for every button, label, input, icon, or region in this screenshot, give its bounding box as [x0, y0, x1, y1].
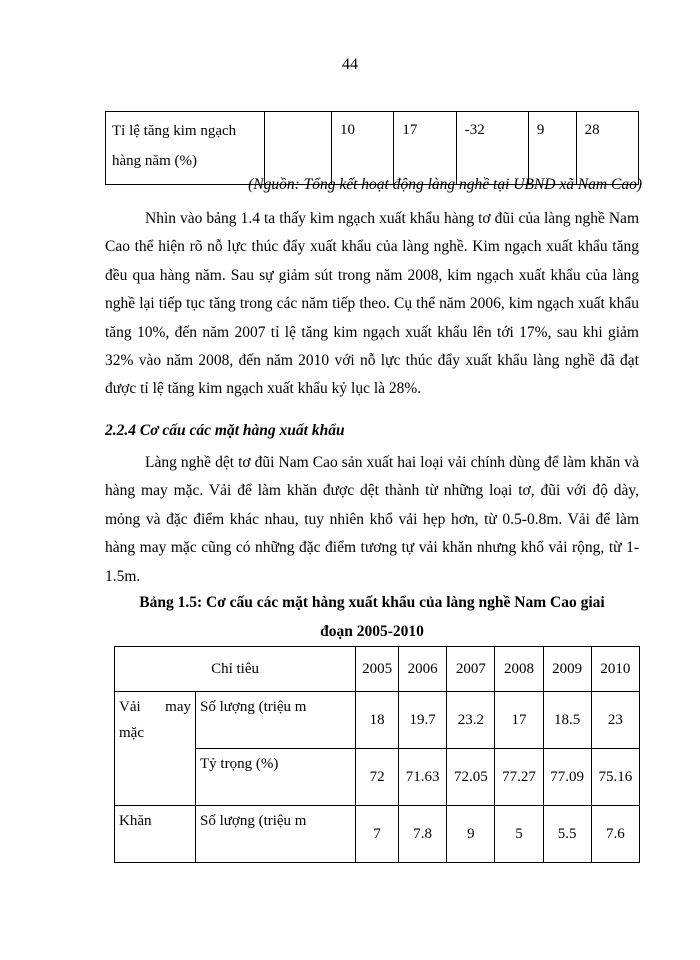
table-row	[115, 692, 640, 749]
section-heading: 2.2.4 Cơ cấu các mặt hàng xuất khẩu	[105, 422, 345, 439]
value-cell: 7.8	[399, 806, 447, 863]
caption-line-1: Bảng 1.5: Cơ cấu các mặt hàng xuất khẩu của làng nghề Nam Cao giai	[139, 594, 605, 611]
value-cell: 5	[495, 806, 543, 863]
page-number: 44	[342, 56, 358, 73]
table-header-row	[115, 647, 640, 692]
year-header: 2009	[543, 647, 591, 692]
year-header: 2007	[447, 647, 495, 692]
value-cell: 23	[591, 692, 639, 749]
group-label: Vải may mặc	[115, 692, 196, 806]
value-cell: 19.7	[399, 692, 447, 749]
value-cell: 23.2	[447, 692, 495, 749]
row-label: Tỉ lệ tăng kim ngạch hàng năm (%)	[106, 112, 265, 185]
caption-line-2: đoạn 2005-2010	[320, 623, 424, 640]
value-cell: 77.27	[495, 749, 543, 806]
value-cell: 18.5	[543, 692, 591, 749]
table-row	[106, 112, 639, 185]
row-label: Tỷ trọng (%)	[196, 749, 356, 806]
value-cell: 17	[394, 112, 456, 185]
value-cell: 9	[528, 112, 576, 185]
year-header: 2008	[495, 647, 543, 692]
value-cell: 77.09	[543, 749, 591, 806]
row-label: Số lượng (triệu m	[196, 692, 356, 749]
source-note: (Nguồn: Tổng kết hoạt động làng nghề tại UBND xã Nam Cao)	[248, 176, 642, 193]
value-cell: 28	[576, 112, 638, 185]
growth-rate-table	[105, 111, 639, 185]
value-cell: 5.5	[543, 806, 591, 863]
header-label: Chỉ tiêu	[115, 647, 356, 692]
value-cell: 9	[447, 806, 495, 863]
value-cell: 75.16	[591, 749, 639, 806]
value-cell: 10	[332, 112, 394, 185]
value-cell: 18	[356, 692, 399, 749]
year-header: 2010	[591, 647, 639, 692]
empty-cell	[265, 112, 332, 185]
row-label: Số lượng (triệu m	[196, 806, 356, 863]
year-header: 2006	[399, 647, 447, 692]
value-cell: 72.05	[447, 749, 495, 806]
export-structure-table	[114, 646, 640, 863]
value-cell: 7.6	[591, 806, 639, 863]
table-caption	[105, 588, 639, 646]
paragraph-analysis: Nhìn vào bảng 1.4 ta thấy kim ngạch xuất khẩu hàng tơ đũi của làng nghề Nam Cao thể hiện rõ nỗ lực thúc đẩy xuất khẩu của làng nghề. Kim ngạch xuất khẩu tăng đều qua hàng năm. Sau sự giảm sút trong năm 2008, kim ngạch xuất khẩu của làng nghề lại tiếp tục tăng trong các năm tiếp theo. Cụ thể năm 2006, kim ngạch xuất khẩu tăng 10%, đến năm 2007 tỉ lệ tăng kim ngạch xuất khẩu lên tới 17%, sau khi giảm 32% vào năm 2008, đến năm 2010 với nỗ lực thúc đẩy xuất khẩu làng nghề đã đạt được tỉ lệ tăng kim ngạch xuất khẩu kỷ lục là 28%.	[105, 210, 639, 398]
table-row	[115, 806, 640, 863]
value-cell: 71.63	[399, 749, 447, 806]
value-cell: 72	[356, 749, 399, 806]
paragraph-product-structure: Làng nghề dệt tơ đũi Nam Cao sản xuất hai loại vải chính dùng để làm khăn và hàng may mặc. Vải để làm khăn được dệt thành từ những loại tơ, đũi với độ dày, mỏng và đặc điểm khác nhau, tuy nhiên khổ vải hẹp hơn, từ 0.5-0.8m. Vải để làm hàng may mặc cũng có những đặc điểm tương tự vải khăn nhưng khổ vải rộng, từ 1-1.5m.	[105, 454, 639, 585]
value-cell: -32	[456, 112, 528, 185]
value-cell: 7	[356, 806, 399, 863]
group-label: Khăn	[115, 806, 196, 863]
year-header: 2005	[356, 647, 399, 692]
value-cell: 17	[495, 692, 543, 749]
